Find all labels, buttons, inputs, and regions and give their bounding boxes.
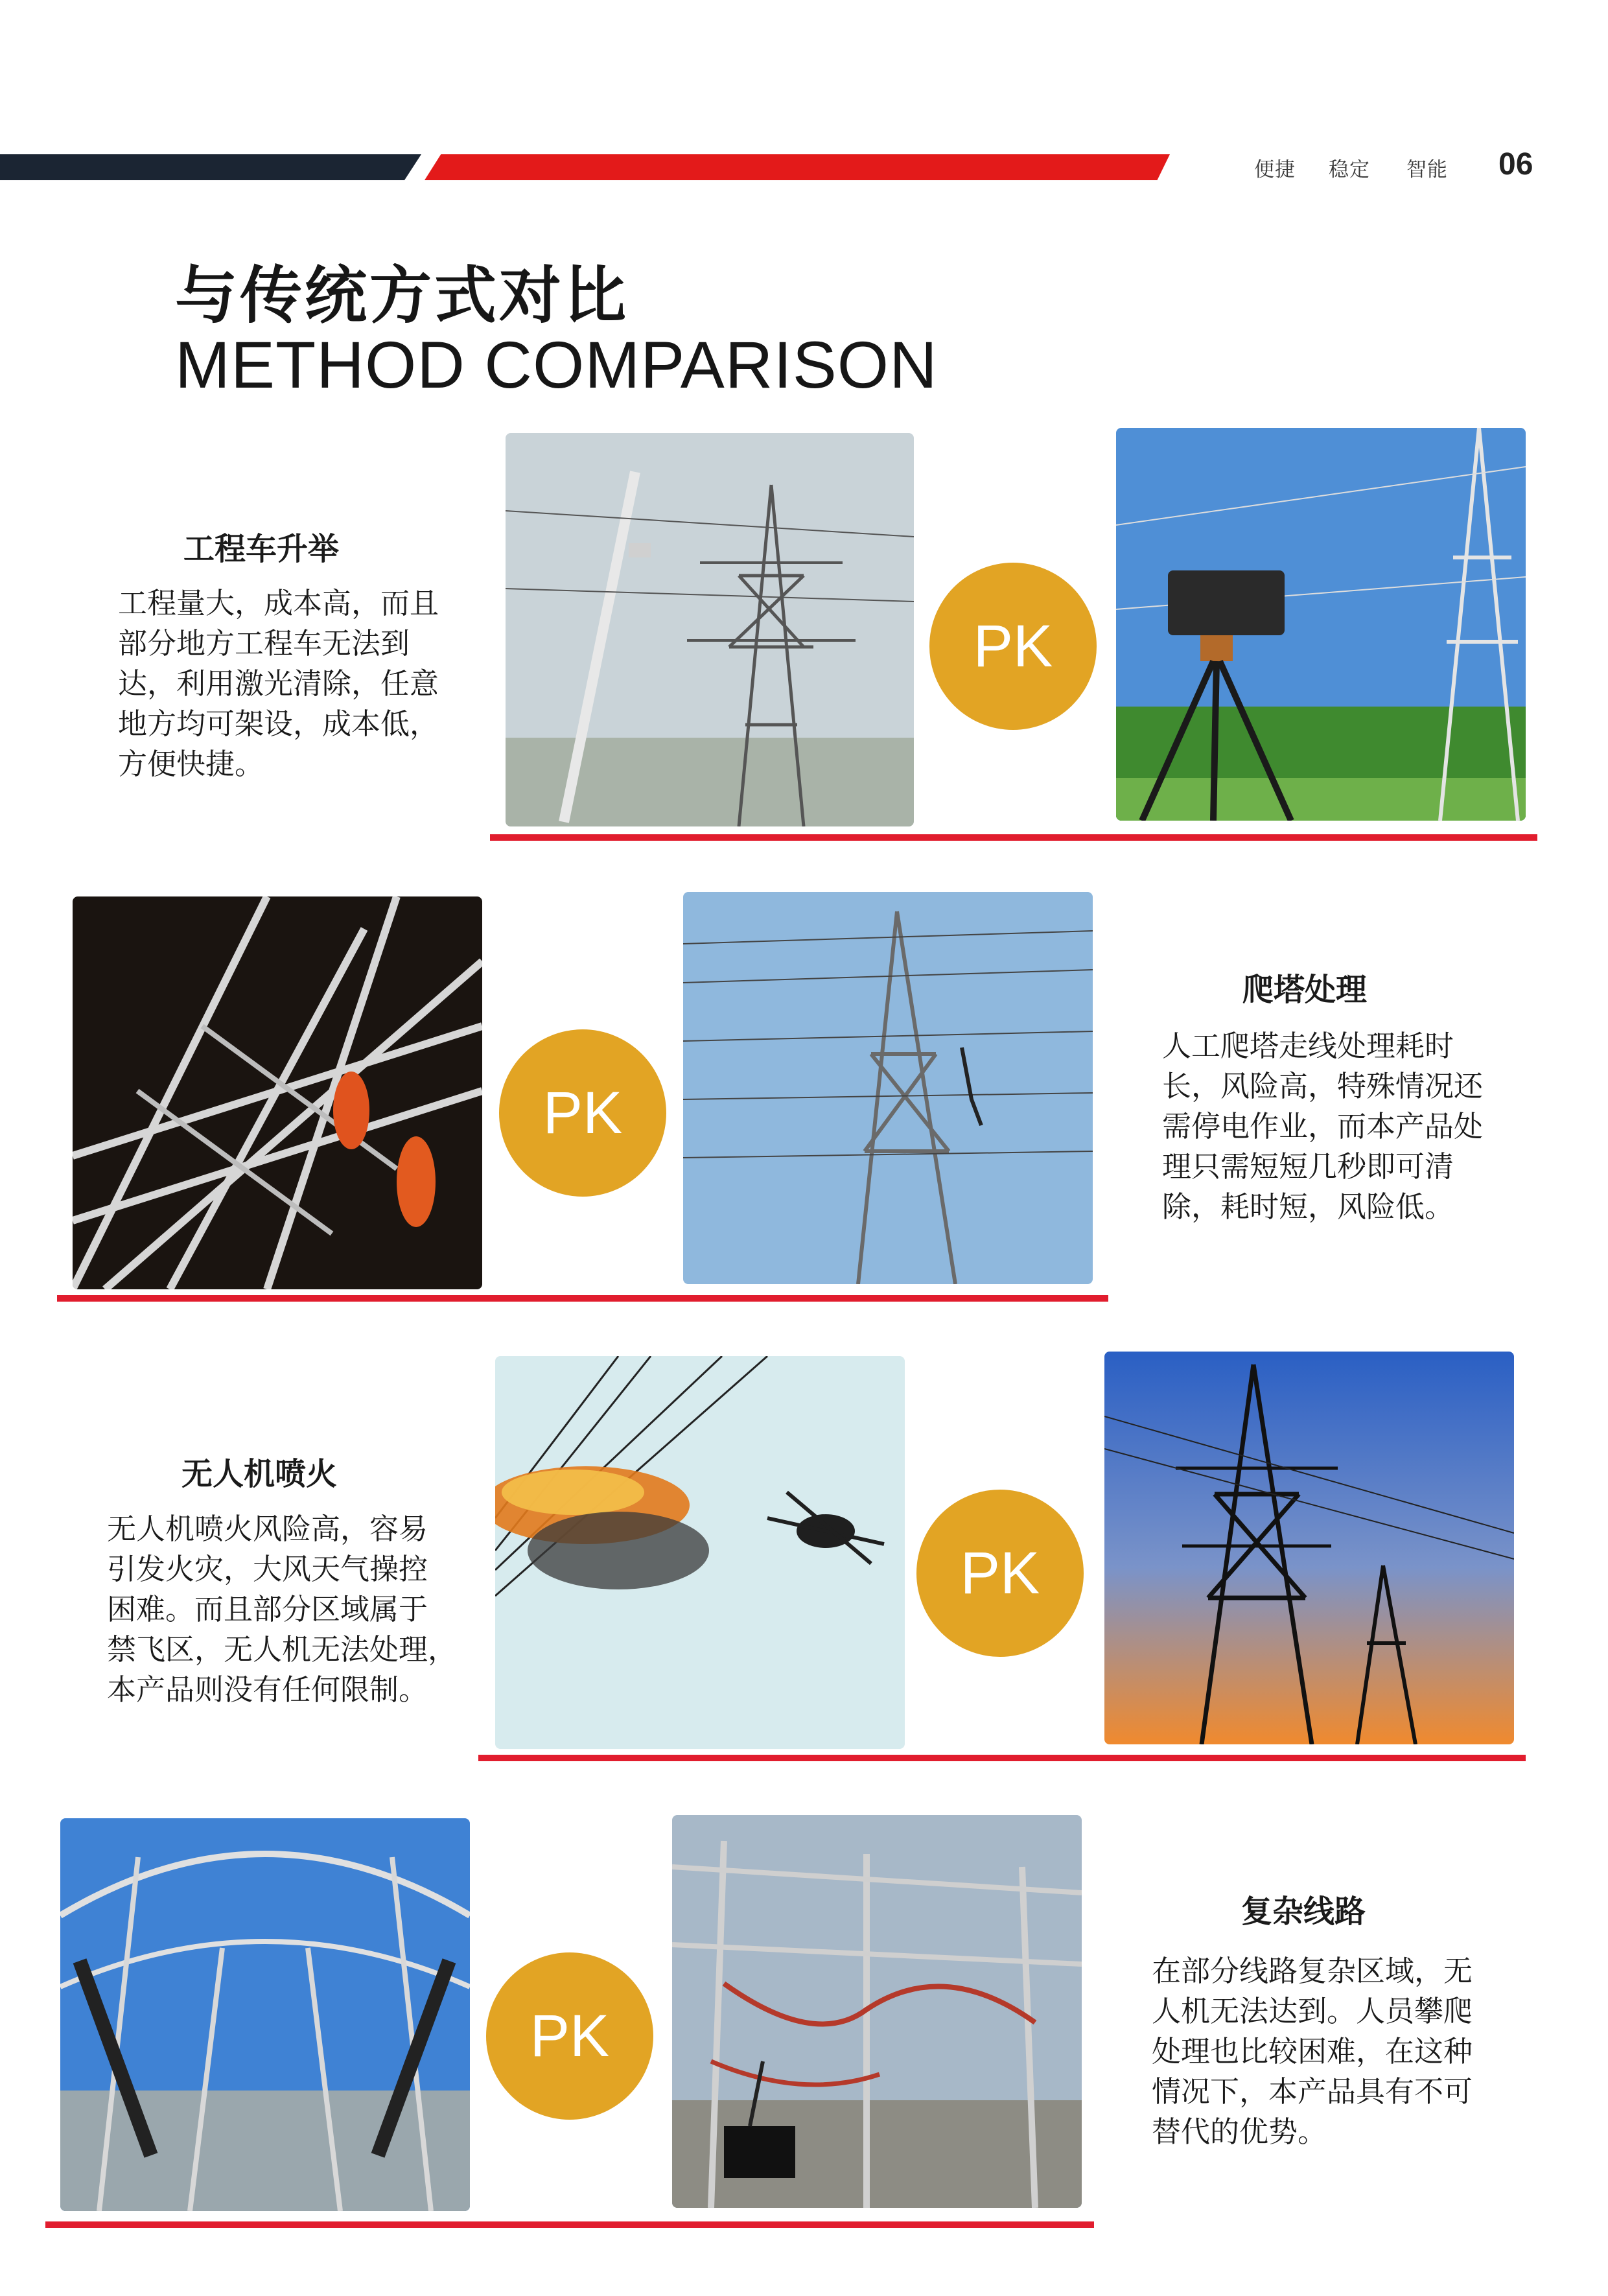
pk-badge-3: PK xyxy=(916,1490,1084,1657)
body-line: 无人机喷火风险高，容易 xyxy=(107,1512,428,1546)
body-line: 达，利用激光清除，任意 xyxy=(118,666,439,701)
body-line: 处理也比较困难，在这种 xyxy=(1152,2034,1473,2068)
nav-tag-smart: 智能 xyxy=(1406,158,1448,182)
header-red-bar xyxy=(425,154,1170,180)
section-2-heading: 爬塔处理 xyxy=(1242,972,1368,1008)
body-line: 替代的优势。 xyxy=(1152,2114,1327,2149)
page-number: 06 xyxy=(1498,147,1533,182)
photo-towers-sunset xyxy=(1104,1352,1514,1744)
body-line: 除，耗时短，风险低。 xyxy=(1162,1189,1454,1224)
body-line: 需停电作业，而本产品处 xyxy=(1162,1109,1484,1143)
pk-badge-4: PK xyxy=(486,1952,653,2120)
divider-4 xyxy=(45,2221,1094,2228)
body-line: 困难。而且部分区域属于 xyxy=(107,1592,428,1626)
body-line: 地方均可架设，成本低， xyxy=(118,707,439,741)
body-line: 情况下，本产品具有不可 xyxy=(1152,2074,1473,2109)
body-line: 方便快捷。 xyxy=(118,747,264,781)
photo-substation-fisheye xyxy=(60,1818,470,2211)
photo-drone-flamethrower xyxy=(495,1356,905,1749)
photo-substation-laser-device xyxy=(672,1815,1082,2208)
page-title-cn: 与传统方式对比 xyxy=(175,259,629,332)
body-line: 引发火灾，大风天气操控 xyxy=(107,1552,428,1586)
section-4-heading: 复杂线路 xyxy=(1241,1893,1366,1930)
nav-tag-convenient: 便捷 xyxy=(1254,158,1296,182)
body-line: 本产品则没有任何限制。 xyxy=(107,1672,428,1707)
section-2-body xyxy=(1162,1026,1551,1227)
nav-tag-stable: 稳定 xyxy=(1329,158,1370,182)
divider-3 xyxy=(478,1755,1526,1761)
pk-badge-1: PK xyxy=(929,563,1097,730)
header-dark-bar xyxy=(0,154,421,180)
body-line: 部分地方工程车无法到 xyxy=(118,626,410,661)
photo-tower-climbing-workers xyxy=(73,896,482,1289)
body-line: 人工爬塔走线处理耗时 xyxy=(1162,1029,1454,1063)
photo-transmission-tower-blue-sky xyxy=(683,892,1093,1284)
body-line: 人机无法达到。人员攀爬 xyxy=(1152,1994,1473,2028)
photo-bucket-truck xyxy=(506,433,914,826)
divider-1 xyxy=(490,834,1537,841)
body-line: 长，风险高，特殊情况还 xyxy=(1162,1069,1484,1103)
divider-2 xyxy=(57,1295,1108,1302)
photo-laser-device-tripod xyxy=(1116,428,1526,821)
section-3-body xyxy=(107,1509,483,1710)
body-line: 理只需短短几秒即可清 xyxy=(1162,1149,1454,1184)
section-4-body xyxy=(1152,1951,1541,2152)
body-line: 禁飞区，无人机无法处理， xyxy=(107,1632,458,1667)
body-line: 工程量大，成本高，而且 xyxy=(118,586,439,620)
section-3-heading: 无人机喷火 xyxy=(181,1456,338,1492)
body-line: 在部分线路复杂区域，无 xyxy=(1152,1954,1473,1988)
page-title-en: METHOD COMPARISON xyxy=(175,328,938,402)
section-1-body xyxy=(118,583,500,784)
section-1-heading: 工程车升举 xyxy=(183,531,340,567)
pk-badge-2: PK xyxy=(499,1029,666,1197)
